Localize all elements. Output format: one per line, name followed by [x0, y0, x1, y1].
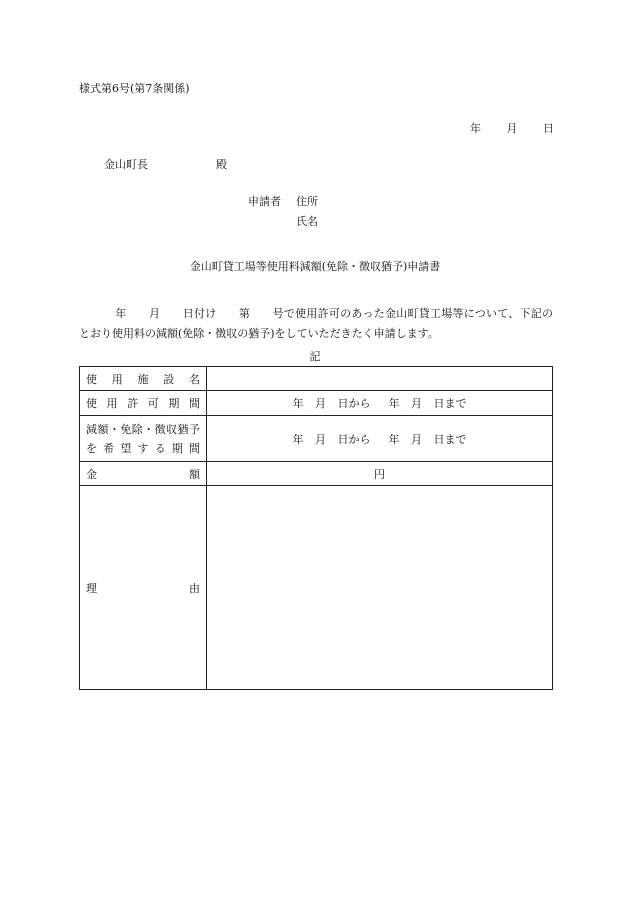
addressee [104, 156, 227, 172]
facility-label-cell [80, 367, 207, 391]
form-number: 様式第6号(第7条関係) [79, 82, 190, 95]
application-body [79, 304, 553, 344]
applicant-name-label: 氏名 [296, 215, 318, 228]
applicant-label: 申請者 [248, 195, 281, 208]
reason-label-cell [80, 486, 207, 690]
reduction-period-to: 年 月 日まで [388, 432, 467, 446]
amount-label-cell [80, 462, 207, 486]
document-title: 金山町貸工場等使用料減額(免除・徴収猶予)申請書 [189, 260, 441, 273]
reason-row [80, 486, 553, 690]
reduction-period-label-cell [80, 416, 207, 462]
reduction-period-label-line2: を 希 望 す る 期 間 [86, 441, 200, 455]
application-table [79, 366, 553, 690]
ki-heading: 記 [309, 350, 321, 363]
reduction-period-value-cell[interactable] [207, 416, 553, 462]
amount-unit: 円 [374, 467, 385, 481]
addressee-name: 金山町長 [104, 158, 148, 171]
applicant-address-label: 住所 [296, 195, 318, 208]
amount-row [80, 462, 553, 486]
permit-period-row [80, 391, 553, 416]
permit-period-from: 年 月 日から [292, 397, 371, 410]
facility-value-cell[interactable] [207, 367, 553, 391]
reason-value-cell[interactable] [207, 486, 553, 690]
application-date: 年 月 日 [470, 122, 554, 135]
permit-period-to: 年 月 日まで [388, 397, 467, 410]
facility-label: 使 用 施 設 名 [86, 372, 200, 386]
amount-label: 金 額 [86, 467, 200, 481]
permit-period-label: 使 用 許 可 期 間 [86, 397, 200, 410]
reduction-period-from: 年 月 日から [292, 432, 371, 446]
amount-value-cell[interactable] [207, 462, 553, 486]
application-body-text: 年 月 日付け 第 号で使用許可のあった金山町貸工場等について、下記のとおり使用料の減額(免除・徴収の猶予)をしていただきたく申請します。 [79, 307, 553, 340]
permit-period-label-cell [80, 391, 207, 416]
addressee-honorific: 殿 [216, 158, 227, 171]
facility-row [80, 367, 553, 391]
reason-label: 理 由 [86, 581, 200, 595]
reduction-period-row [80, 416, 553, 462]
permit-period-value-cell[interactable] [207, 391, 553, 416]
reduction-period-label-line1: 減額・免除・徴収猶予 [86, 422, 200, 436]
